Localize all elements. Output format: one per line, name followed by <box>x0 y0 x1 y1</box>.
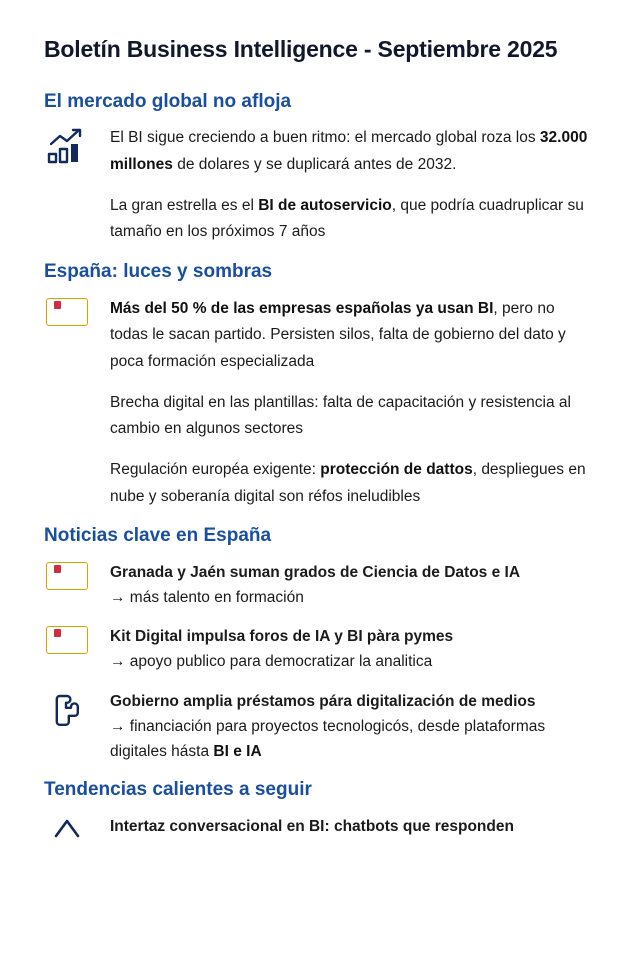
list-item <box>44 624 596 674</box>
section-spain-lights-shadows <box>44 260 596 510</box>
section-global-market <box>44 90 596 246</box>
spain-flag-icon <box>44 626 90 656</box>
list-item <box>44 814 596 846</box>
news-subline: → financiación para proyectos tecnologicós, desde plataformas digitales hásta BI e IA <box>110 717 546 760</box>
news-headline: Intertaz conversacional en BI: chatbots que responden <box>110 817 514 835</box>
icon-placeholder <box>44 459 90 489</box>
section-heading: Tendencias calientes a seguir <box>44 778 312 800</box>
list-item <box>44 125 596 178</box>
list-item <box>44 560 596 610</box>
section-hot-trends <box>44 778 596 860</box>
list-item-text: El BI sigue creciendo a buen ritmo: el mercado global roza los 32.000 millones de dolares y se duplicará antes de 2032. <box>110 129 588 173</box>
spain-flag-glyph <box>46 562 88 590</box>
section-heading: España: luces y sombras <box>44 260 273 282</box>
spain-flag-glyph <box>46 626 88 654</box>
spain-flag-icon <box>44 298 90 328</box>
list-item-text: Brecha digital en las plantillas: falta de capacitación y resistencia al cambio en algunos sectores <box>110 393 571 438</box>
news-headline: Granada y Jaén suman grados de Ciencia de Datos e IA <box>110 564 521 582</box>
news-subline: → más talento en formación <box>110 589 304 607</box>
chevron-up-icon <box>44 816 90 846</box>
news-entry <box>110 689 596 764</box>
news-entry <box>110 814 596 839</box>
news-entry <box>110 624 596 674</box>
news-headline: Kit Digital impulsa foros de IA y BI pàra pymes <box>110 628 454 646</box>
list-item-text: Más del 50 % de las empresas españolas ya usan BI, pero no todas le sacan partido. Persisten silos, falta de gobierno del dato y poca formación especializada <box>110 299 566 371</box>
section-heading: El mercado global no afloja <box>44 90 292 112</box>
news-headline: Gobierno amplia préstamos pára digitalización de medios <box>110 692 536 710</box>
spain-flag-glyph <box>46 298 88 326</box>
icon-placeholder <box>44 392 90 422</box>
news-entry <box>110 560 596 610</box>
section-heading: Noticias clave en España <box>44 525 272 547</box>
news-subline: → apoyo publico para democratizar la analitica <box>110 653 433 671</box>
growth-chart-icon <box>44 127 90 167</box>
icon-placeholder <box>44 195 90 225</box>
section-news-spain <box>44 524 596 764</box>
list-item <box>44 390 596 443</box>
list-item-text: La gran estrella es el BI de autoservicio, que podría cuadruplicar su tamaño en los próximos 7 años <box>110 196 584 241</box>
puzzle-piece-icon <box>44 691 90 731</box>
list-item <box>44 193 596 246</box>
list-item-text: Regulación européa exigente: protección de dattos, despliegues en nube y soberanía digital son réfos ineludibles <box>110 461 586 505</box>
list-item <box>44 689 596 764</box>
list-item <box>44 296 596 376</box>
page-title: Boletín Business Intelligence - Septiembre 2025 <box>44 36 558 62</box>
spain-flag-icon <box>44 562 90 592</box>
list-item <box>44 457 596 510</box>
